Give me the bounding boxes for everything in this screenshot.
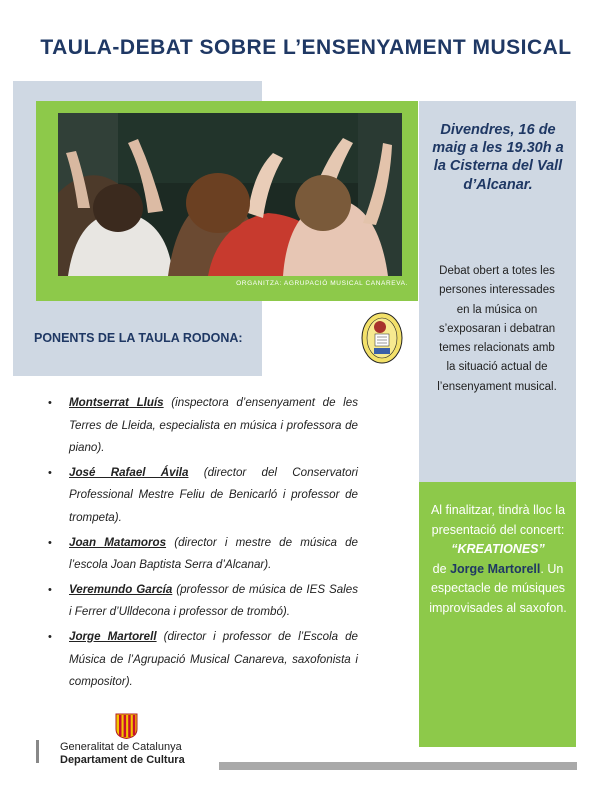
bullet-icon: • — [48, 397, 52, 409]
department-name: Departament de Cultura — [60, 754, 185, 766]
speaker-description: (director del Conservatori Professional Mestre Feliu de Benicarló i professor de trompeta). — [69, 465, 358, 524]
page-title: TAULA-DEBAT SOBRE L’ENSENYAMENT MUSICAL — [40, 36, 572, 59]
concert-intro: Al finalitzar, tindrà lloc la presentació del concert: — [430, 503, 566, 537]
agrupacio-musical-logo — [360, 312, 404, 364]
speaker-item — [48, 532, 358, 577]
debate-description: Debat obert a totes les persones interessades en la música on s’exposaran i debatran temes relacionats amb la situació actual de l’ensenyament musical. — [437, 265, 557, 393]
speakers-heading: PONENTS DE LA TAULA RODONA: — [34, 331, 243, 345]
speaker-description: (inspectora d’ensenyament de les Terres de Lleida, especialista en música i professora de piano). — [69, 396, 358, 455]
classroom-photo — [58, 113, 402, 276]
speaker-name: Jorge Martorell — [69, 629, 157, 643]
generalitat-name: Generalitat de Catalunya — [60, 741, 182, 753]
speaker-name: Veremundo García — [69, 582, 173, 596]
speaker-name: Montserrat Lluís — [69, 396, 164, 409]
generalitat-emblem-icon — [115, 713, 138, 739]
event-date-location: Divendres, 16 de maig a les 19.30h a la Cisterna del Vall d’Alcanar. — [432, 122, 564, 193]
bullet-icon: • — [48, 466, 52, 479]
concert-title: “KREATIONES” — [451, 542, 545, 557]
speaker-description: (director i mestre de música de l’escola Joan Baptista Serra d’Alcanar). — [69, 535, 358, 572]
speaker-item — [48, 462, 358, 530]
concert-announcement — [426, 501, 570, 619]
speaker-item — [48, 626, 358, 694]
concert-artist: Jorge Martorell — [450, 561, 541, 576]
concert-period: . — [540, 561, 544, 576]
organizer-caption: ORGANITZA: AGRUPACIÓ MUSICAL CANAREVA. — [236, 280, 408, 287]
speaker-item — [48, 392, 358, 460]
speaker-description: (director i professor de l’Escola de Música de l’Agrupació Musical Canareva, saxofonista i compositor). — [69, 629, 358, 689]
concert-rest: Un espectacle de músiques improvisades al saxofon. — [429, 561, 567, 615]
bullet-icon: • — [48, 536, 52, 549]
footer-divider — [219, 762, 577, 770]
footer-accent-bar — [36, 740, 39, 763]
speakers-list — [48, 392, 358, 696]
speaker-item — [48, 579, 358, 624]
speaker-name: José Rafael Ávila — [69, 465, 189, 479]
concert-de: de — [432, 561, 447, 576]
bullet-icon: • — [48, 630, 52, 643]
bullet-icon: • — [48, 583, 52, 596]
speaker-name: Joan Matamoros — [69, 535, 167, 549]
speaker-description: (professor de música de IES Sales i Ferrer d’Ulldecona i professor de trombó). — [69, 582, 358, 619]
